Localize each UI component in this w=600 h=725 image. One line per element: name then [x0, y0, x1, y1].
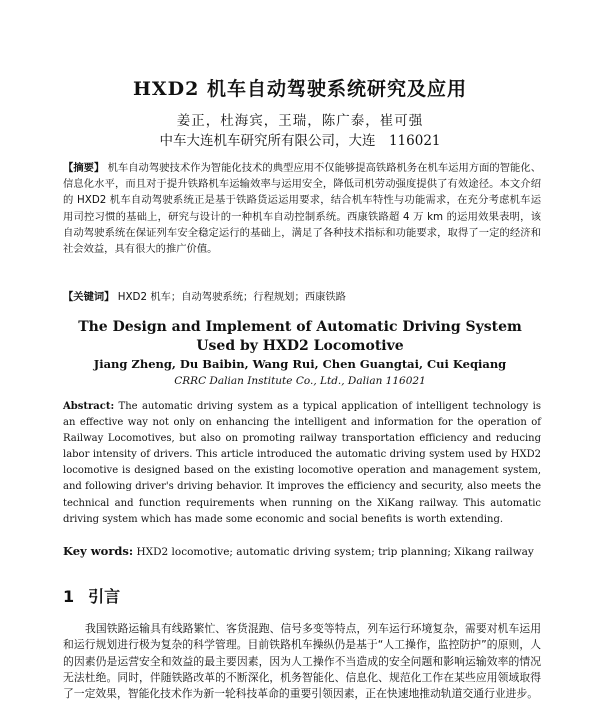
paper-title-en	[0, 318, 600, 356]
authors-en: Jiang Zheng, Du Baibin, Wang Rui, Chen Guangtai, Cui Keqiang	[93, 357, 507, 371]
paper-title-en-line2: Used by HXD2 Locomotive	[196, 338, 404, 354]
keywords-en-label: Key words:	[63, 544, 134, 558]
authors-cn: 姜正，杜海宾，王瑞，陈广泰，崔可强	[176, 113, 424, 129]
section-1-heading	[63, 584, 120, 607]
affiliation-cn: 中车大连机车研究所有限公司，大连 116021	[159, 133, 441, 149]
abstract-en-text: The automatic driving system as a typical application of intelligent technology is an effective way not only on enhancing the intelligent and information for the operation of Railway Locomotives, but also on promoting railway transportation efficiency and reducing labor intensity of drivers. This article introduced the automatic driving system used by HXD2 locomotive is designed based on the existing locomotive operation and management system, and following driver's driving behavior. It improves the efficiency and security, also meets the technical and function requirements when running on the XiKang railway. This automatic driving system which has made some economic and social benefits is worth extending.	[63, 401, 542, 525]
section-1-number: 1	[63, 587, 75, 606]
keywords-cn-text: HXD2 机车；自动驾驶系统；行程规划；西康铁路	[117, 291, 346, 303]
keywords-cn-label: 【关键词】	[63, 291, 115, 303]
abstract-cn-label: 【摘要】	[63, 162, 105, 174]
section-1-title: 引言	[88, 587, 121, 606]
section-1-body: 我国铁路运输具有线路繁忙、客货混跑、信号多变等特点，列车运行环境复杂，需要对机车运用和运行规划进行极为复杂的科学管理。目前铁路机车操纵仍是基于“人工操作，监控防护”的原则，人的因素仍是运营安全和效益的最主要因素，因为人工操作不当造成的安全问题和影响运输效率的情况无法杜绝。同时，伴随铁路改革的不断深化，机务智能化、信息化、规范化工作在某些应用领域取得了一定效果，智能化技术作为新一轮科技革命的重要引领因素，正在快速地推动轨道交通行业进步。	[63, 622, 541, 701]
paper-title-cn: HXD2 机车自动驾驶系统研究及应用	[132, 78, 467, 100]
paper-title-en-line1: The Design and Implement of Automatic Driving System	[78, 319, 522, 335]
abstract-cn-text: 机车自动驾驶技术作为智能化技术的典型应用不仅能够提高铁路机务在机车运用方面的智能化、信息化水平，而且对于提升铁路机车运输效率与运用安全，降低司机劳动强度提供了有效途径。本文介绍的 HXD2 机车自动驾驶系统正是基于铁路货运运用要求，结合机车特性与功能需求，在充分考虑机车运用司控习惯的基础上，研究与设计的一种机车自动控制系统。西康铁路超 4 万 km 的运用效果表明，该自动驾驶系统在保证列车安全稳定运行的基础上，满足了各种技术指标和功能要求，取得了一定的经济和社会效益，具有很大的推广价值。	[63, 162, 541, 256]
affiliation-en: CRRC Dalian Institute Co., Ltd., Dalian 116021	[174, 375, 426, 387]
keywords-en-text: HXD2 locomotive; automatic driving system; trip planning; Xikang railway	[136, 546, 534, 558]
keywords-en	[63, 543, 541, 560]
abstract-cn	[63, 160, 541, 257]
abstract-en	[63, 399, 541, 528]
abstract-en-label: Abstract:	[63, 401, 115, 412]
keywords-cn	[63, 289, 541, 305]
